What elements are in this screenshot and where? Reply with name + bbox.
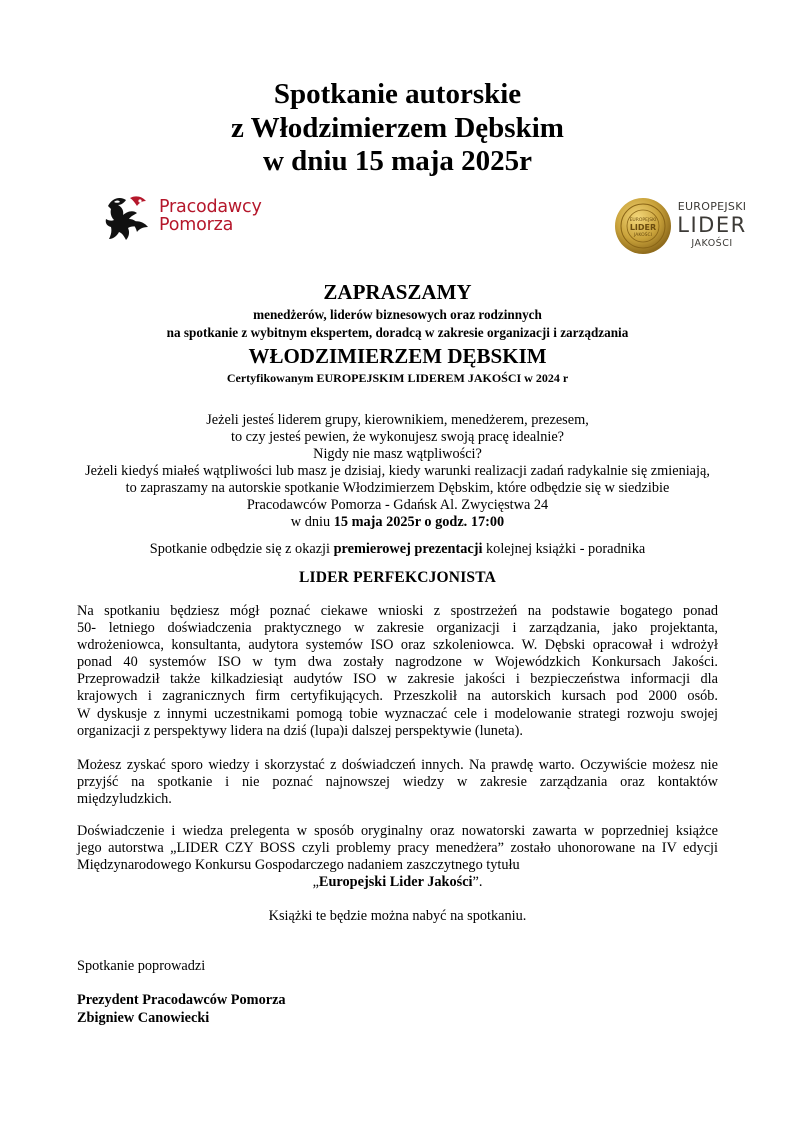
- paragraph-line: Doświadczenie i wiedza prelegenta w sposób oryginalny oraz nowatorski zawarta w poprzedniej książce: [77, 823, 718, 839]
- paragraph-line: organizacji z perspektywy lidera na dziś (lupa)i dalszej perspektywie (luneta).: [77, 722, 523, 739]
- invitation-line-2: na spotkanie z wybitnym ekspertem, doradcą w zakresie organizacji i zarządzania: [166, 325, 629, 340]
- speaker-name: WŁODZIMIERZEM DĘBSKIM: [248, 344, 547, 368]
- logo-right-line2: LIDER: [677, 213, 747, 237]
- paragraph-line: Na spotkaniu będziesz mógł poznać ciekawe wnioski z spostrzeżeń na podstawie bogatego ponad: [77, 603, 718, 619]
- title-line-2: z Włodzimierzem Dębskim: [231, 112, 564, 144]
- question-line-2: to czy jesteś pewien, że wykonujesz swoją pracę idealnie?: [230, 429, 565, 445]
- paragraph-line: Możesz zyskać sporo wiedzy i skorzystać z doświadczeń innych. Na prawdę warto. Oczywiście możesz nie: [77, 757, 718, 773]
- logo-right-line3: JAKOŚCI: [691, 238, 733, 249]
- premiere-prefix: Spotkanie odbędzie się z okazji: [149, 541, 334, 557]
- question-line-6: Pracodawców Pomorza - Gdańsk Al. Zwycięstwa 24: [246, 497, 549, 513]
- paragraph-knowledge: [77, 757, 718, 808]
- gold-seal-icon: [614, 197, 672, 255]
- paragraph-line: jego autorstwa „LIDER CZY BOSS czyli problemy pracy menedżera” zostało uhonorowane na IV edycji: [77, 840, 718, 857]
- paragraph-line: międzyludzkich.: [77, 791, 172, 808]
- invitation-line-1: menedżerów, liderów biznesowych oraz rodzinnych: [253, 307, 542, 322]
- premiere-bold: premierowej prezentacji: [333, 541, 483, 557]
- host-label: Spotkanie poprowadzi: [77, 958, 206, 974]
- event-date-line: [0, 514, 795, 531]
- award-quote-open: „: [312, 874, 319, 890]
- paragraph-line: Przeprowadził także kilkadziesiąt audytów ISO w zakresie jakości i bezpieczeństwa informacji dla: [77, 671, 718, 688]
- event-date-time: 15 maja 2025r o godz. 17:00: [333, 514, 505, 530]
- book-title: LIDER PERFEKCJONISTA: [298, 569, 497, 586]
- paragraph-line: wdrożeniowca, konsultanta, audytora systemów ISO oraz szkoleniowca. W. Dębski opracował i wdrożył: [77, 637, 718, 654]
- signature-role: Prezydent Pracodawców Pomorza: [77, 992, 286, 1008]
- event-date-prefix: w dniu: [290, 514, 334, 530]
- question-line-4: Jeżeli kiedyś miałeś wątpliwości lub masz je dzisiaj, kiedy warunki realizacji zadań radykalnie się zmieniają,: [85, 463, 710, 479]
- certificate-line: Certyfikowanym EUROPEJSKIM LIDEREM JAKOŚCI w 2024 r: [226, 371, 569, 385]
- svg-text:JAKOŚCI: JAKOŚCI: [634, 233, 652, 238]
- logo-right-line1: EUROPEJSKI: [677, 200, 747, 213]
- logo-left-line2: Pomorza: [159, 215, 234, 235]
- signature-name: Zbigniew Canowiecki: [77, 1010, 210, 1026]
- paragraph-line: ponad 40 systemów ISO w tym dwa zostały nagrodzone w Wojewódzkich Konkursach Jakości.: [77, 654, 718, 671]
- pracodawcy-pomorza-logo: [102, 192, 282, 244]
- logo-left-line1: Pracodawcy: [159, 197, 262, 217]
- paragraph-line: 50- letniego doświadczenia praktycznego w zakresie organizacji i zarządzania, jako projektanta,: [77, 620, 718, 637]
- europejski-lider-jakosci-logo: [614, 197, 754, 257]
- premiere-suffix: kolejnej książki - poradnika: [482, 541, 646, 557]
- question-line-3: Nigdy nie masz wątpliwości?: [313, 446, 482, 462]
- title-line-3: w dniu 15 maja 2025r: [262, 145, 533, 177]
- griffin-icon: [102, 192, 157, 244]
- svg-text:LIDER: LIDER: [629, 223, 657, 232]
- title-line-1: Spotkanie autorskie: [273, 78, 522, 110]
- books-note: Książki te będzie można nabyć na spotkaniu.: [268, 908, 527, 924]
- award-quote-close: ”.: [472, 874, 483, 890]
- question-line-5: to zapraszamy na autorskie spotkanie Włodzimierzem Dębskim, które odbędzie się w siedzibie: [125, 480, 670, 496]
- invitation-heading: ZAPRASZAMY: [323, 280, 472, 304]
- paragraph-line: przyjść na spotkanie i nie poznać najnowszej wiedzy w zakresie zarządzania oraz kontaktów: [77, 774, 718, 791]
- paragraph-experience: [77, 603, 718, 740]
- premiere-line: [0, 541, 795, 558]
- svg-text:EUROPEJSKI: EUROPEJSKI: [629, 218, 657, 223]
- paragraph-line: W dyskusje z innymi uczestnikami pomogą tobie wyznaczać cele i modelowanie strategi rozwoju swojej: [77, 705, 718, 722]
- question-line-1: Jeżeli jesteś liderem grupy, kierownikiem, menedżerem, prezesem,: [206, 412, 589, 428]
- paragraph-line: krajowych i zagranicznych firm certyfikujących. Przeszkolił na autorskich kursach pod 2000 osób.: [77, 688, 718, 705]
- award-title: Europejski Lider Jakości: [318, 874, 473, 890]
- paragraph-award: [77, 823, 718, 874]
- paragraph-line: Międzynarodowego Konkursu Gospodarczego nadaniem zaszczytnego tytułu: [77, 857, 520, 874]
- award-title-line: [0, 874, 795, 891]
